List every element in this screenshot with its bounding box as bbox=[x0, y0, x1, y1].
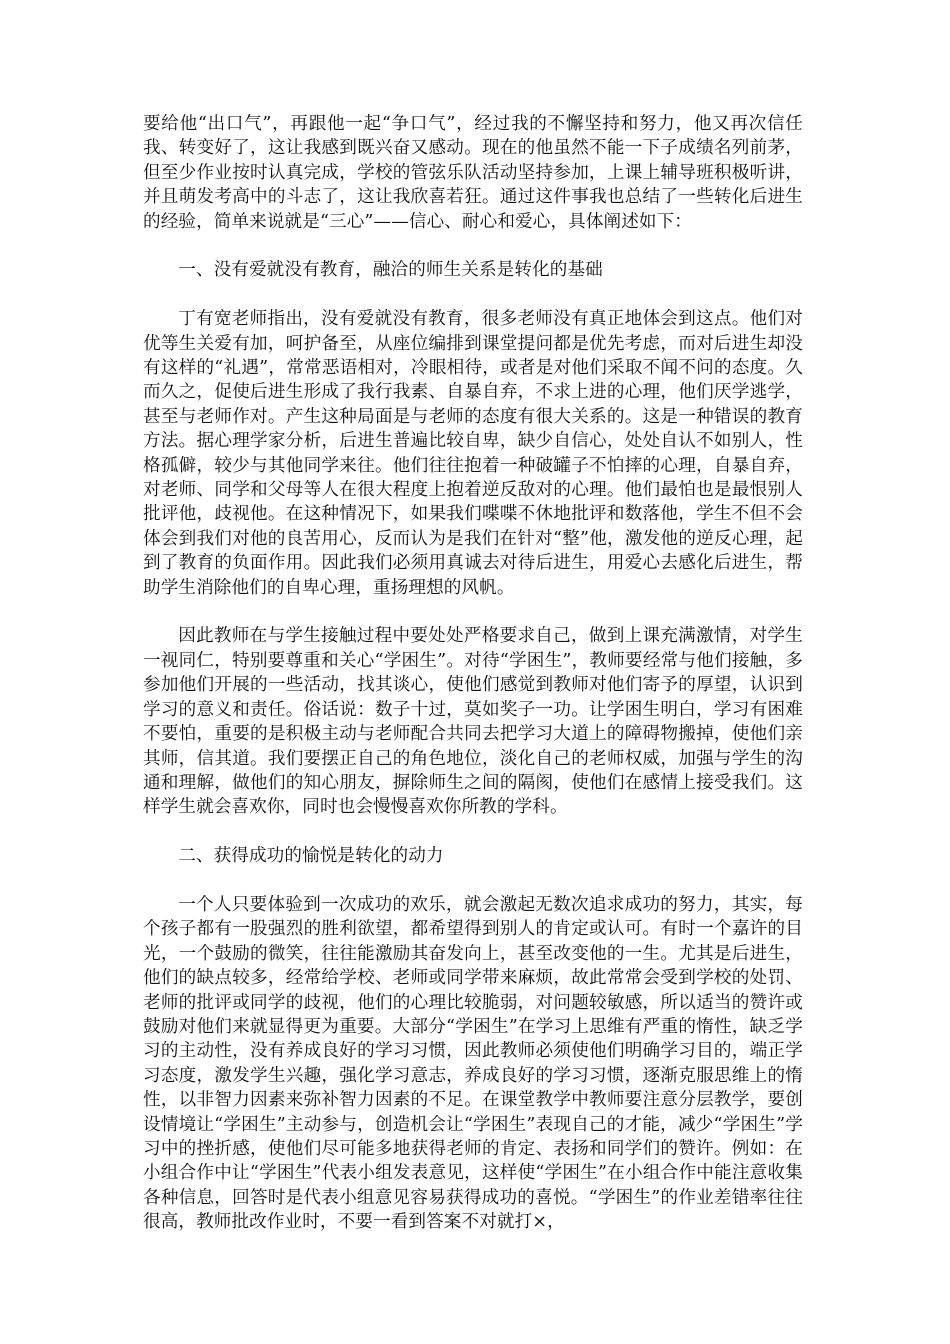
paragraph-success-joy: 一个人只要体验到一次成功的欢乐，就会激起无数次追求成功的努力，其实，每个孩子都有一股强烈的胜利欲望，都希望得到别人的肯定或认可。有时一个嘉许的目光，一个鼓励的微笑，往往能激励其奋发向上，甚至改变他的一生。尤其是后进生，他们的缺点较多，经常给学校、老师或同学带来麻烦，故此常常会受到学校的处罚、老师的批评或同学的歧视，他们的心理比较脆弱，对问题较敏感，所以适当的赞许或鼓励对他们来就显得更为重要。大部分“学困生”在学习上思维有严重的惰性，缺乏学习的主动性，没有养成良好的学习习惯，因此教师必须使他们明确学习目的，端正学习态度，激发学生兴趣，强化学习意志，养成良好的学习习惯，逐渐克服思维上的惰性，以非智力因素来弥补智力因素的不足。在课堂教学中教师要注意分层教学，要创设情境让“学困生”主动参与，创造机会让“学困生”表现自己的才能，减少“学困生”学习中的挫折感，使他们尽可能多地获得老师的肯定、表扬和同学们的赞许。例如：在小组合作中让“学困生”代表小组发表意见，这样使“学困生”在小组合作中能注意收集各种信息，回答时是代表小组意见容易获得成功的喜悦。“学困生”的作业差错率往往很高，教师批改作业时，不要一看到答案不对就打×， bbox=[143, 894, 803, 1233]
section-heading-1: 一、没有爱就没有教育，融洽的师生关系是转化的基础 bbox=[178, 260, 603, 281]
paragraph-teacher-contact: 因此教师在与学生接触过程中要处处严格要求自己，做到上课充满激情，对学生一视同仁，特别要尊重和关心“学困生”。对待“学困生”，教师要经常与他们接触，多参加他们开展的一些活动，找其谈心，使他们感觉到教师对他们寄予的厚望，认识到学习的意义和责任。俗话说：数子十过，莫如奖子一功。让学困生明白，学习有困难不要怕，重要的是积极主动与老师配合共同去把学习大道上的障碍物搬掉，使他们亲其师，信其道。我们要摆正自己的角色地位，淡化自己的老师权威，加强与学生的沟通和理解，做他们的知心朋友，摒除师生之间的隔阂，使他们在感情上接受我们。这样学生就会喜欢你，同时也会慢慢喜欢你所教的学科。 bbox=[143, 626, 803, 818]
paragraph-intro: 要给他“出口气”，再跟他一起“争口气”，经过我的不懈坚持和努力，他又再次信任我、转变好了，这让我感到既兴奋又感动。现在的他虽然不能一下子成绩名列前茅，但至少作业按时认真完成，学校的管弦乐队活动坚持参加，上课上辅导班积极听讲，并且萌发考高中的斗志了，这让我欣喜若狂。通过这件事我也总结了一些转化后进生的经验，简单来说就是“三心”——信心、耐心和爱心，具体阐述如下： bbox=[143, 114, 803, 232]
section-heading-2: 二、获得成功的愉悦是转化的动力 bbox=[178, 846, 444, 867]
document-body bbox=[143, 112, 803, 1259]
paragraph-love-education: 丁有宽老师指出，没有爱就没有教育，很多老师没有真正地体会到这点。他们对优等生关爱有加，呵护备至，从座位编排到课堂提问都是优先考虑，而对后进生却没有这样的“礼遇”，常常恶语相对，冷眼相待，或者是对他们采取不闻不问的态度。久而久之，促使后进生形成了我行我素、自暴自弃，不求上进的心理，他们厌学逃学，甚至与老师作对。产生这种局面是与老师的态度有很大关系的。这是一种错误的教育方法。据心理学家分析，后进生普遍比较自卑，缺少自信心，处处自认不如别人，性格孤僻，较少与其他同学来往。他们往往抱着一种破罐子不怕摔的心理，自暴自弃，对老师、同学和父母等人在很大程度上抱着逆反敌对的心理。他们最怕也是最恨别人批评他，歧视他。在这种情况下，如果我们喋喋不休地批评和数落他，学生不但不会体会到我们对他的良苦用心，反而认为是我们在针对“整”他，激发他的逆反心理，起到了教育的负面作用。因此我们必须用真诚去对待后进生，用爱心去感化后进生，帮助学生消除他们的自卑心理，重扬理想的风帆。 bbox=[143, 309, 803, 598]
